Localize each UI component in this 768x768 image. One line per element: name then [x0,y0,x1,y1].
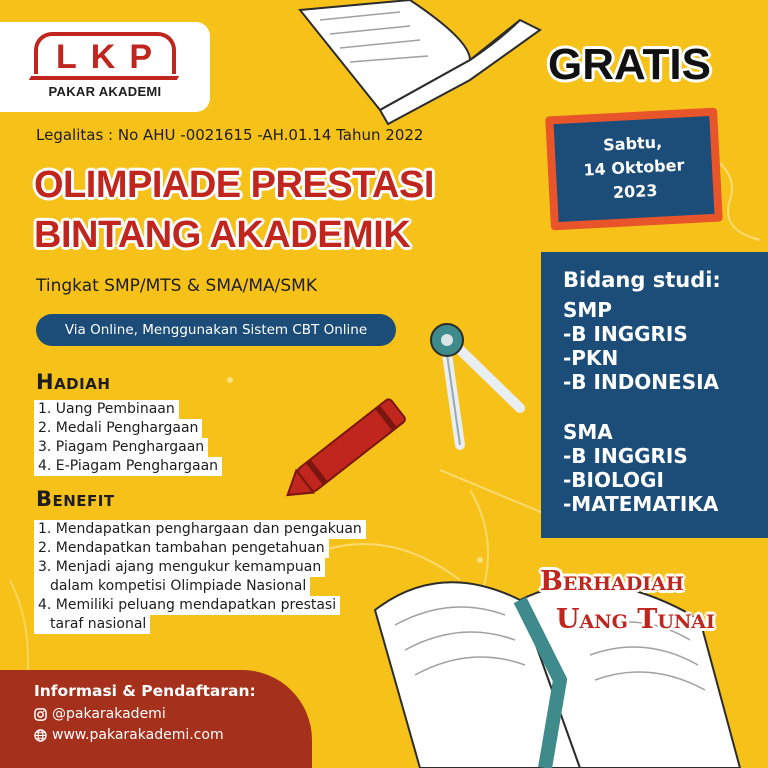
list-item: 2. Medali Penghargaan [34,419,202,438]
study-field: -MATEMATIKA [563,492,719,516]
list-item: 3. Menjadi ajang mengukur kemampuan [34,558,325,577]
title-line-2: BINTANG AKADEMIK [34,214,411,256]
open-book-top-icon [300,0,540,124]
logo-underline [29,76,179,80]
list-item-continuation: dalam kompetisi Olimpiade Nasional [34,577,310,596]
education-level: Tingkat SMP/MTS & SMA/MA/SMK [36,276,317,296]
list-item: 1. Mendapatkan penghargaan dan pengakuan [34,520,366,539]
benefit-heading: Benefit [36,487,115,511]
website-link[interactable] [34,727,224,743]
compass-icon [431,324,520,445]
study-field-group: SMA [563,420,613,444]
cash-prize-line-1: Berhadiah [540,566,684,597]
list-item: 2. Mendapatkan tambahan pengetahuan [34,539,329,558]
study-field: -B INGGRIS [563,322,688,346]
cash-prize-line-2: Uang Tunai [556,604,715,635]
instagram-handle: @pakarakademi [52,706,166,722]
date-board [545,108,723,231]
study-fields-box [541,252,768,538]
study-fields-heading: Bidang studi: [563,268,721,292]
logo-letters: LKP [56,38,166,76]
free-label: GRATIS [548,40,711,89]
hadiah-heading: Hadiah [36,370,111,394]
logo-subtitle: PAKAR AKADEMI [48,84,162,99]
hadiah-list [34,400,222,476]
benefit-list [34,520,366,634]
instagram-link[interactable] [34,706,166,722]
study-field: -PKN [563,346,619,370]
date-month: 14 Oktober [583,155,685,180]
website-url: www.pakarakademi.com [52,727,224,743]
date-board-inner [554,116,715,222]
list-item: 3. Piagam Penghargaan [34,438,208,457]
list-item: 4. Memiliki peluang mendapatkan prestasi [34,596,340,615]
list-item: 1. Uang Pembinaan [34,400,179,419]
list-item: 4. E-Piagam Penghargaan [34,457,222,476]
study-field-group: SMP [563,298,612,322]
contact-panel [0,670,312,768]
study-field: -B INGGRIS [563,444,688,468]
logo [0,22,210,112]
legal-statement: Legalitas : No AHU -0021615 -AH.01.14 Tahun 2022 [36,126,424,144]
date-day: Sabtu, [602,132,663,155]
globe-icon [34,729,47,742]
study-field: -B INDONESIA [563,370,720,394]
study-field: -BIOLOGI [563,468,664,492]
title-line-1: OLIMPIADE PRESTASI [34,164,434,206]
instagram-icon [34,708,47,721]
logo-frame [34,32,176,74]
crayon-icon [279,398,407,506]
contact-title: Informasi & Pendaftaran: [34,682,256,700]
list-item-continuation: taraf nasional [34,615,150,634]
date-year: 2023 [612,180,658,203]
online-mode-pill: Via Online, Menggunakan Sistem CBT Online [36,314,396,346]
